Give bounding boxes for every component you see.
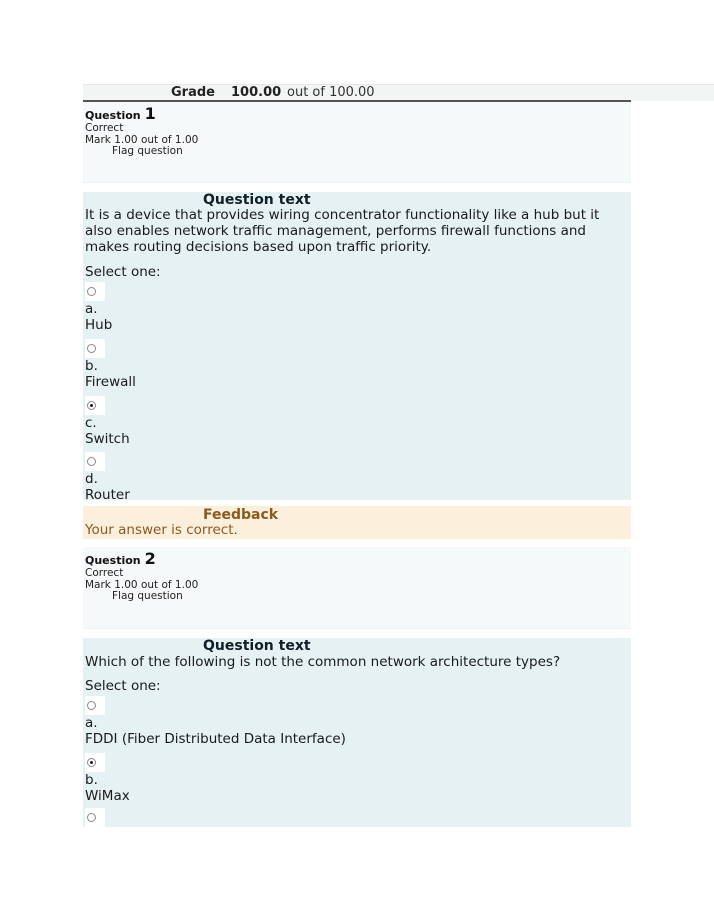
- radio-cell: [85, 339, 105, 358]
- option-letter: c.: [85, 415, 97, 431]
- question-number: [85, 104, 156, 123]
- grade-value: 100.00: [231, 85, 282, 100]
- question-mark: Mark 1.00 out of 1.00: [85, 134, 199, 146]
- question-state: Correct: [85, 122, 124, 134]
- radio-button[interactable]: [87, 457, 96, 466]
- radio-cell: [85, 808, 105, 827]
- grade-summary: [83, 84, 714, 101]
- answer-option-a[interactable]: [85, 696, 625, 748]
- question-text-heading: Question text: [203, 192, 311, 208]
- question-prefix: Question: [85, 109, 141, 122]
- radio-cell: [85, 696, 105, 715]
- answer-option-c[interactable]: [85, 396, 625, 448]
- radio-button-selected[interactable]: [87, 758, 96, 767]
- select-one-label: Select one:: [85, 264, 161, 280]
- option-text: WiMax: [85, 788, 130, 804]
- grade-max: out of 100.00: [287, 85, 375, 100]
- flag-question-link[interactable]: Flag question: [112, 145, 183, 157]
- option-letter: a.: [85, 301, 98, 317]
- option-letter: d.: [85, 471, 98, 487]
- option-text: Switch: [85, 431, 130, 447]
- option-letter: b.: [85, 358, 98, 374]
- grade-label: Grade: [171, 85, 215, 100]
- option-text: Firewall: [85, 374, 136, 390]
- question-prefix: Question: [85, 554, 141, 567]
- radio-cell: [85, 452, 105, 471]
- option-text: Router: [85, 487, 130, 503]
- question-text-1: [83, 192, 631, 503]
- radio-cell: [85, 753, 105, 772]
- answer-option-d[interactable]: [85, 452, 625, 504]
- answer-option-c[interactable]: [85, 808, 625, 827]
- question-number-value: 2: [144, 549, 156, 568]
- question-number: [85, 549, 156, 568]
- option-text: FDDI (Fiber Distributed Data Interface): [85, 731, 346, 747]
- question-state: Correct: [85, 567, 124, 579]
- radio-cell: [85, 282, 105, 301]
- question-mark: Mark 1.00 out of 1.00: [85, 579, 199, 591]
- question-text-2: [83, 638, 631, 827]
- option-text: Hub: [85, 317, 113, 333]
- answer-option-b[interactable]: [85, 753, 625, 805]
- option-letter: b.: [85, 772, 98, 788]
- option-letter: a.: [85, 715, 98, 731]
- question-info-1: [83, 102, 631, 183]
- flag-question-link[interactable]: Flag question: [112, 590, 183, 602]
- answer-option-a[interactable]: [85, 282, 625, 334]
- radio-cell: [85, 396, 105, 415]
- question-info-2: [83, 547, 631, 629]
- question-prompt: Which of the following is not the common network architecture types?: [85, 654, 561, 670]
- question-text-heading: Question text: [203, 638, 311, 654]
- radio-button[interactable]: [87, 344, 96, 353]
- feedback-heading: Feedback: [203, 507, 279, 523]
- question-prompt: It is a device that provides wiring concentrator functionality like a hub but it also enables network traffic management, performs firewall functions and makes routing decisions based upon traffic priority.: [85, 207, 600, 255]
- feedback-panel: [83, 506, 631, 539]
- radio-button[interactable]: [87, 701, 96, 710]
- select-one-label: Select one:: [85, 678, 161, 694]
- feedback-text: Your answer is correct.: [85, 522, 238, 538]
- question-number-value: 1: [144, 104, 156, 123]
- radio-button[interactable]: [87, 287, 96, 296]
- answer-option-b[interactable]: [85, 339, 625, 391]
- radio-button-selected[interactable]: [87, 401, 96, 410]
- radio-button[interactable]: [87, 813, 96, 822]
